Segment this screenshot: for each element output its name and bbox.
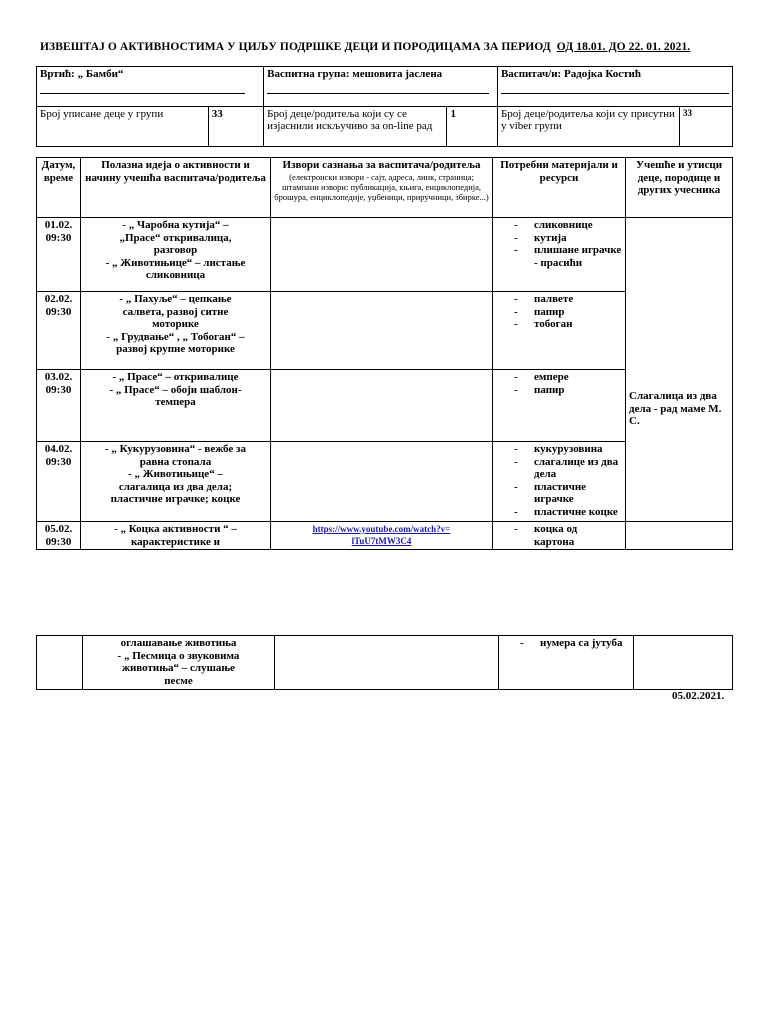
- enrolled-label-cell: [37, 107, 209, 147]
- row-date: 03.02. 09:30: [37, 370, 81, 442]
- header-table: [36, 66, 733, 147]
- viber-label: Број деце/родитеља који су присутни у viber групи: [500, 108, 675, 132]
- row-materials: - нумера са јутуба: [499, 636, 634, 690]
- row-date: [37, 636, 83, 690]
- sources-note: (електронски извори - сајт, адреса, линк, страница; штампани извори: публикација, књига, енциклопедија, брошура, енциклопедије, уџбеници, приручници, збирке...): [274, 171, 489, 202]
- row-idea: оглашавање животиња - „ Песмица о звуковима животиња“ – слушање песме: [83, 636, 275, 690]
- row-sources: [275, 636, 499, 690]
- table-row: [37, 218, 733, 292]
- report-title: [40, 41, 740, 53]
- row-date: 01.02. 09:30: [37, 218, 81, 292]
- group-cell: [264, 67, 498, 107]
- viber-value: 33: [683, 108, 692, 118]
- teacher-label: Васпитач/и: Радојка Костић: [500, 68, 642, 80]
- row-date: 02.02. 09:30: [37, 292, 81, 370]
- online-value: 1: [450, 108, 456, 120]
- online-value-cell: [447, 107, 497, 147]
- col-header-sources: Извори сазнања за васпитача/родитеља (електронски извори - сајт, адреса, линк, страница; штампани извори: публикација, књига, енциклопедија, брошура, енциклопедије, уџбеници, приручници, збирке...): [271, 158, 493, 218]
- table-row: [37, 522, 733, 550]
- row-learning: [634, 636, 733, 690]
- kindergarten-underline: [40, 80, 245, 94]
- kindergarten-cell: [37, 67, 264, 107]
- kindergarten-label: Вртић: „ Бамби“: [40, 68, 124, 80]
- group-underline: [267, 80, 489, 94]
- row-materials: - палвете - папир - тобоган: [493, 292, 626, 370]
- online-label-cell: [264, 107, 447, 147]
- activities-table: [36, 157, 733, 550]
- col-header-materials: Потребни материјали и ресурси: [493, 158, 626, 218]
- continuation-table: [36, 635, 733, 690]
- teacher-underline: [501, 80, 729, 94]
- row-sources: [271, 292, 493, 370]
- learning-cell: [626, 218, 733, 522]
- enrolled-value: 33: [211, 108, 223, 120]
- row-sources: [271, 442, 493, 522]
- col-header-learning: Учешће и утисци деце, породице и других учесника: [626, 158, 733, 218]
- row-idea: - „ Пахуље“ – цепкање салвета, развој ситне моторике - „ Грудвање“ , „ Тобоган“ – развој крупне моторике: [81, 292, 271, 370]
- enrolled-label: Број уписане деце у групи: [40, 108, 164, 120]
- row-sources: [271, 522, 493, 550]
- col-header-idea: Полазна идеја о активности и начину учешћа васпитача/родитеља: [81, 158, 271, 218]
- viber-label-cell: [497, 107, 679, 147]
- row-materials: - коцка од картона: [493, 522, 626, 550]
- online-label: Број деце/родитеља који су се изјаснили искључиво за on-line рад: [267, 108, 433, 132]
- table-row: [37, 636, 733, 690]
- youtube-link[interactable]: https://www.youtube.com/watch?v=lTuU7tMW3C4: [312, 524, 451, 546]
- col-header-date: Датум, време: [37, 158, 81, 218]
- row-materials: - емпере - папир: [493, 370, 626, 442]
- row-date: 05.02. 09:30: [37, 522, 81, 550]
- enrolled-value-cell: [208, 107, 263, 147]
- row-date: 04.02. 09:30: [37, 442, 81, 522]
- row-idea: - „ Чаробна кутија“ – „Прасе“ откривалица, разговор - „ Животињице“ – листање сликовница: [81, 218, 271, 292]
- viber-value-cell: [680, 107, 733, 147]
- report-period: ОД 18.01. ДО 22. 01. 2021.: [556, 41, 691, 53]
- row-idea: - „ Прасе“ – откривалице - „ Прасе“ – обоји шаблон- темпера: [81, 370, 271, 442]
- learning-impression: Слагалица из два дела - рад маме М. С.: [629, 390, 722, 428]
- footer-date: 05.02.2021.: [672, 690, 725, 702]
- row-idea: - „ Коцка активности “ – карактеристике и: [81, 522, 271, 550]
- row-learning: [626, 522, 733, 550]
- row-materials: - сликовнице - кутија - плишане играчке - прасићи: [493, 218, 626, 292]
- row-sources: [271, 370, 493, 442]
- teacher-cell: [497, 67, 732, 107]
- row-idea: - „ Кукурузовина“ - вежбе за равна стопала - „ Животињице“ – слагалица из два дела; пластичне играчке; коцке: [81, 442, 271, 522]
- row-sources: [271, 218, 493, 292]
- group-label: Васпитна група: мешовита јаслена: [267, 68, 443, 80]
- row-materials: - кукурузовина - слагалице из два дела - пластичне играчке - пластичне коцке: [493, 442, 626, 522]
- report-title-main: ИЗВЕШТАЈ О АКТИВНОСТИМА У ЦИЉУ ПОДРШКЕ ДЕЦИ И ПОРОДИЦАМА ЗА ПЕРИОД: [40, 41, 551, 53]
